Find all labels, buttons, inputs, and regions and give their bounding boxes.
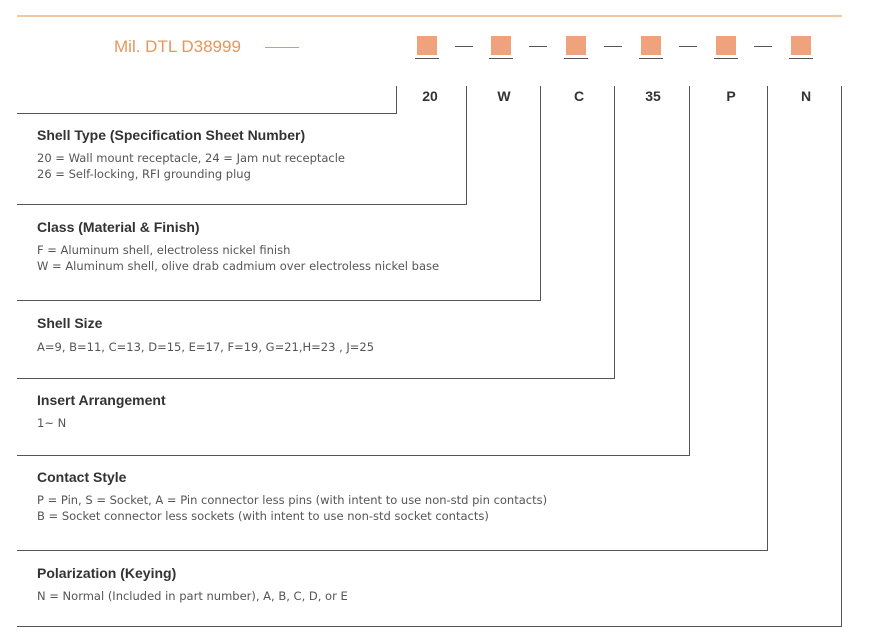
- slot-box-6: [791, 36, 811, 55]
- connector-line: [17, 113, 397, 114]
- connector-line: [466, 86, 467, 205]
- section-title-contact-style: Contact Style: [37, 469, 127, 485]
- section-line: F = Aluminum shell, electroless nickel finish: [37, 243, 291, 257]
- slot-underline-6: [789, 58, 813, 59]
- slot-separator: [754, 46, 772, 47]
- connector-line: [17, 626, 842, 627]
- code-class: W: [497, 88, 511, 104]
- slot-underline-4: [639, 58, 663, 59]
- slot-separator: [679, 46, 697, 47]
- slot-separator: [529, 46, 547, 47]
- code-contact-style: P: [726, 88, 736, 104]
- connector-line: [17, 378, 615, 379]
- connector-line: [17, 204, 467, 205]
- connector-line: [614, 86, 615, 379]
- section-line: P = Pin, S = Socket, A = Pin connector less pins (with intent to use non-std pin contacts): [37, 493, 548, 507]
- connector-line: [17, 455, 690, 456]
- slot-underline-2: [489, 58, 513, 59]
- section-line: W = Aluminum shell, olive drab cadmium over electroless nickel base: [37, 259, 440, 273]
- section-title-shell-type: Shell Type (Specification Sheet Number): [37, 127, 306, 143]
- slot-box-1: [417, 36, 437, 55]
- section-line: 26 = Self-locking, RFI grounding plug: [37, 167, 251, 181]
- slot-separator: [455, 46, 473, 47]
- slot-box-4: [641, 36, 661, 55]
- slot-box-5: [716, 36, 736, 55]
- connector-line: [396, 86, 397, 114]
- connector-line: [767, 86, 768, 551]
- section-title-shell-size: Shell Size: [37, 315, 103, 331]
- section-line: N = Normal (Included in part number), A, B, C, D, or E: [37, 589, 348, 603]
- code-shell-type: 20: [422, 88, 438, 104]
- code-shell-size: C: [573, 88, 585, 104]
- connector-line: [17, 300, 541, 301]
- slot-box-3: [566, 36, 586, 55]
- code-polarization: N: [800, 88, 812, 104]
- section-line: 1~ N: [37, 416, 67, 430]
- section-title-insert-arrangement: Insert Arrangement: [37, 392, 166, 408]
- section-title-class: Class (Material & Finish): [37, 219, 200, 235]
- connector-line: [841, 86, 842, 627]
- slot-underline-5: [714, 58, 738, 59]
- part-number-title: Mil. DTL D38999: [114, 37, 241, 56]
- slot-underline-3: [564, 58, 588, 59]
- code-insert-arrangement: 35: [645, 88, 661, 104]
- connector-line: [540, 86, 541, 301]
- connector-line: [689, 86, 690, 456]
- section-title-polarization: Polarization (Keying): [37, 565, 177, 581]
- section-line: A=9, B=11, C=13, D=15, E=17, F=19, G=21,H=23 , J=25: [37, 340, 375, 354]
- connector-line: [17, 550, 768, 551]
- section-line: 20 = Wall mount receptacle, 24 = Jam nut receptacle: [37, 151, 346, 165]
- title-dash: [265, 47, 299, 48]
- section-line: B = Socket connector less sockets (with intent to use non-std socket contacts): [37, 509, 489, 523]
- header-rule: [17, 15, 842, 17]
- slot-box-2: [491, 36, 511, 55]
- slot-underline-1: [415, 58, 439, 59]
- slot-separator: [604, 46, 622, 47]
